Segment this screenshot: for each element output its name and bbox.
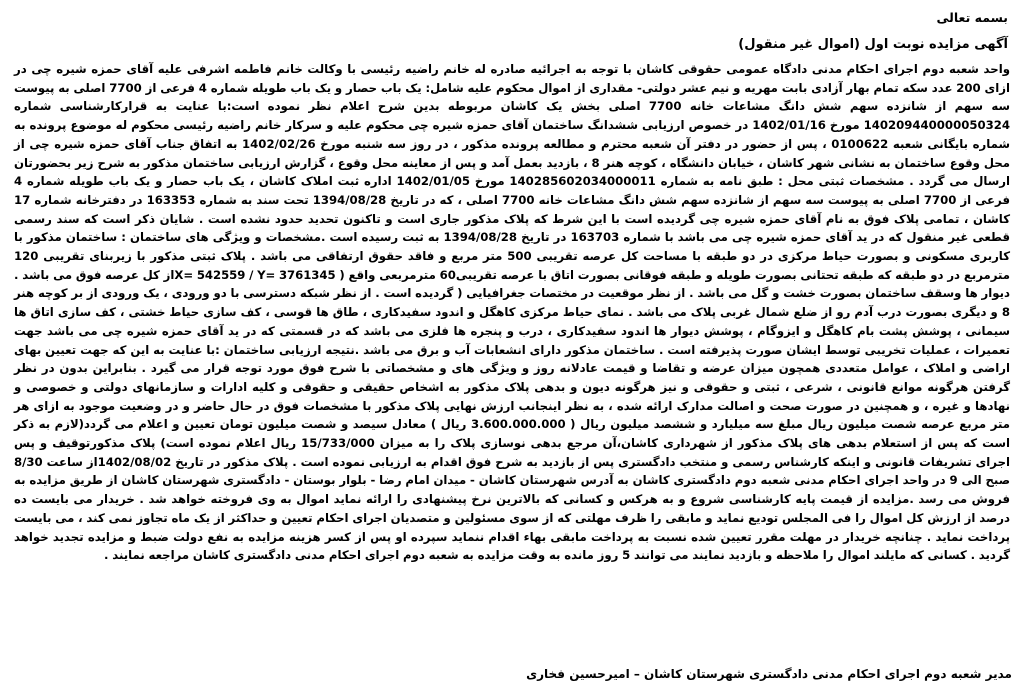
basmala-heading: بسمه تعالی	[936, 10, 1008, 25]
notice-title: آگهی مزایده نوبت اول (اموال غیر منقول)	[738, 37, 1008, 52]
notice-body: واحد شعبه دوم اجرای احکام مدنی دادگاه عمومی حقوقی کاشان با توجه به اجرائیه صادره له خانم راضیه رئیسی با وکالت خانم فاطمه اشرفی علیه آقای حمزه شیره چی در ازای 200 عدد سکه تمام بهار آزادی بابت مهریه و نیم عشر دولتی- مقداری از اموال محکوم علیه شامل: یک باب حصار و یک باب طویله شماره 4 فرعی از 7700 اصلی به پیوست سه سهم از شانزده سهم شش دانگ مشاعات خانه 7700 اصلی بخش یک کاشان مربوطه بدین شرح اعلام نظر نموده است:با عنایت به قرارکارشناسی شماره 140209440000050324 مورخ 1402/01/16 در خصوص ارزیابی ششدانگ ساختمان آقای حمزه شیره چی محکوم علیه و سرکار خانم راضیه رئیسی محکوم له موضوع پرونده به شماره بایگانی شعبه 0100622 ، پس از حضور در دفتر آن شعبه محترم و مطالعه پرونده مذکور ، در روز سه شنبه مورخ 1402/02/26 به اتفاق جناب آقای حمزه شیره چی از محل وقوع ساختمان به نشانی شهر کاشان ، خیابان دانشگاه ، کوچه هنر 8 ، بازدید بعمل آمد و پس از معاینه محل وقوع ، گزارش ارزیابی ساختمان مذکور به شرح زیر بحضورتان ارسال می گردد . مشخصات ثبتی محل : طبق نامه به شماره 140285602034000011 مورخ 1402/01/05 اداره ثبت املاک کاشان ، یک باب حصار و یک باب طویله شماره 4 فرعی از 7700 اصلی به پیوست سه سهم از شانزده سهم شش دانگ مشاعات خانه 7700 اصلی ، که در تاریخ 1394/08/28 تحت سند به شماره 163353 در دفترخانه شماره 17 کاشان ، تمامی پلاک فوق به نام آقای حمزه شیره چی گردیده است با این شرط که پلاک مذکور جاری است و تاکنون تحدید حدود نشده است . شایان ذکر است که سند رسمی قطعی غیر منقول که در ید آقای حمزه شیره چی می باشد با شماره 163703 در تاریخ 1394/08/28 به ثبت رسیده است .مشخصات و ویژگی های ساختمان : ساختمان مذکور با کاربری مسکونی و بصورت حیاط مرکزی در دو طبقه با مساحت کل عرصه تقریبی 500 متر مربع و فاقد حقوق ارتفاقی می باشد . پلاک ثبتی مذکور با زیربنای تقریبی 120 مترمربع در دو طبقه که طبقه تحتانی بصورت طویله و طبقه فوقانی بصورت اتاق با عرصه تقریبی60 مترمربعی واقع ( X= 542559 / Y= 3761345از کل عرصه فوق می باشد . دیوار ها وسقف ساختمان بصورت خشت و گل می باشد . از نظر موقعیت در مختصات جغرافیایی ( گردیده است . از نظر شبکه دسترسی با دو ورودی ، یک ورودی از بر کوچه هنر 8 و دیگری بصورت درب آدم رو از ضلع شمال غربی پلاک می باشد . نمای حیاط مرکزی کاهگل و اندود سفیدکاری ، طاق ها قوسی ، کف سازی حیاط خشتی ، کف سازی اتاق ها سیمانی ، پوشش پشت بام کاهگل و ایزوگام ، پوشش دیوار ها اندود سفیدکاری ، درب و پنجره ها فلزی می باشد که در قسمتی که در ید آقای حمزه شیره چی می باشد جهت تعمیرات ، عملیات تخریبی توسط ایشان صورت پذیرفته است . ساختمان مذکور دارای انشعابات آب و برق می باشد .نتیجه ارزیابی ساختمان :با عنایت به این که جهت تعیین بهای اراضی و املاک ، عوامل متعددی همچون میزان عرضه و تقاضا و قیمت عادلانه روز و ویژگی های و مشخصاتی با شرح فوق مورد توجه قرار می گیرد . بنابراین بدون در نظر گرفتن هرگونه موانع قانونی ، شرعی ، ثبتی و حقوقی و نیز هرگونه دیون و بدهی پلاک مذکور به اشخاص حقیقی و حقوقی و کلیه ادارات و سازمانهای دولتی و خصوصی و نهادها و غیره ، و همچنین در صورت صحت و اصالت مدارک ارائه شده ، به نظر اینجانب ارزش نهایی پلاک مذکور با مشخصات فوق در حال حاضر و در وضعیت موجود به ازای هر متر مربع عرصه شصت میلیون ریال مبلغ سه میلیارد و ششصد میلیون ریال ( 3.600.000.000 ریال ) معادل سیصد و شصت میلیون تومان تعیین و اعلام می گردد(لازم به ذکر است که پس از استعلام بدهی های پلاک مذکور از شهرداری کاشان،آن مرجع بدهی نوسازی پلاک را به میزان 15/733/000 ریال اعلام نموده است) پلاک مذکورتوقیف و پس اجرای تشریفات قانونی و اینکه کارشناس رسمی و منتخب دادگستری پس از بازدید به شرح فوق اقدام به ارزیابی نموده است . پلاک مذکور در تاریخ 1402/08/02از ساعت 8/30 صبح الی 9 در واحد اجرای احکام مدنی شعبه دوم دادگستری کاشان به آدرس شهرستان کاشان - میدان امام رضا - بلوار بوستان - دادگستری شهرستان کاشان از طریق مزایده به فروش می رسد .مزایده از قیمت پایه کارشناسی شروع و به هرکس و کسانی که بالاترین نرخ پیشنهادی را ارائه نماید اموال به وی فروخته خواهد شد . خریدار می بایست ده درصد از ارزش کل اموال را فی المجلس تودیع نماید و مابقی را ظرف مهلتی که از سوی مسئولین و متصدیان اجرای احکام تعیین و حداکثر از یک ماه تجاوز نمی کند ، می بایست پرداخت نماید . چنانچه خریدار در مهلت مقرر تعیین شده نسبت به پرداخت مابقی بهاء اقدام ننماید سپرده او پس از کسر هزینه مزایده به نفع دولت ضبط و مزایده تجدید خواهد گردید . کسانی که مایلند اموال را ملاحظه و بازدید نمایند می توانند 5 روز مانده به وقت مزایده به شعبه دوم اجرای احکام مدنی دادگستری کاشان مراجعه نمایند .	[14, 62, 1011, 563]
signature-line: مدیر شعبه دوم اجرای احکام مدنی دادگستری شهرستان کاشان – امیرحسین فخاری	[526, 667, 1012, 681]
